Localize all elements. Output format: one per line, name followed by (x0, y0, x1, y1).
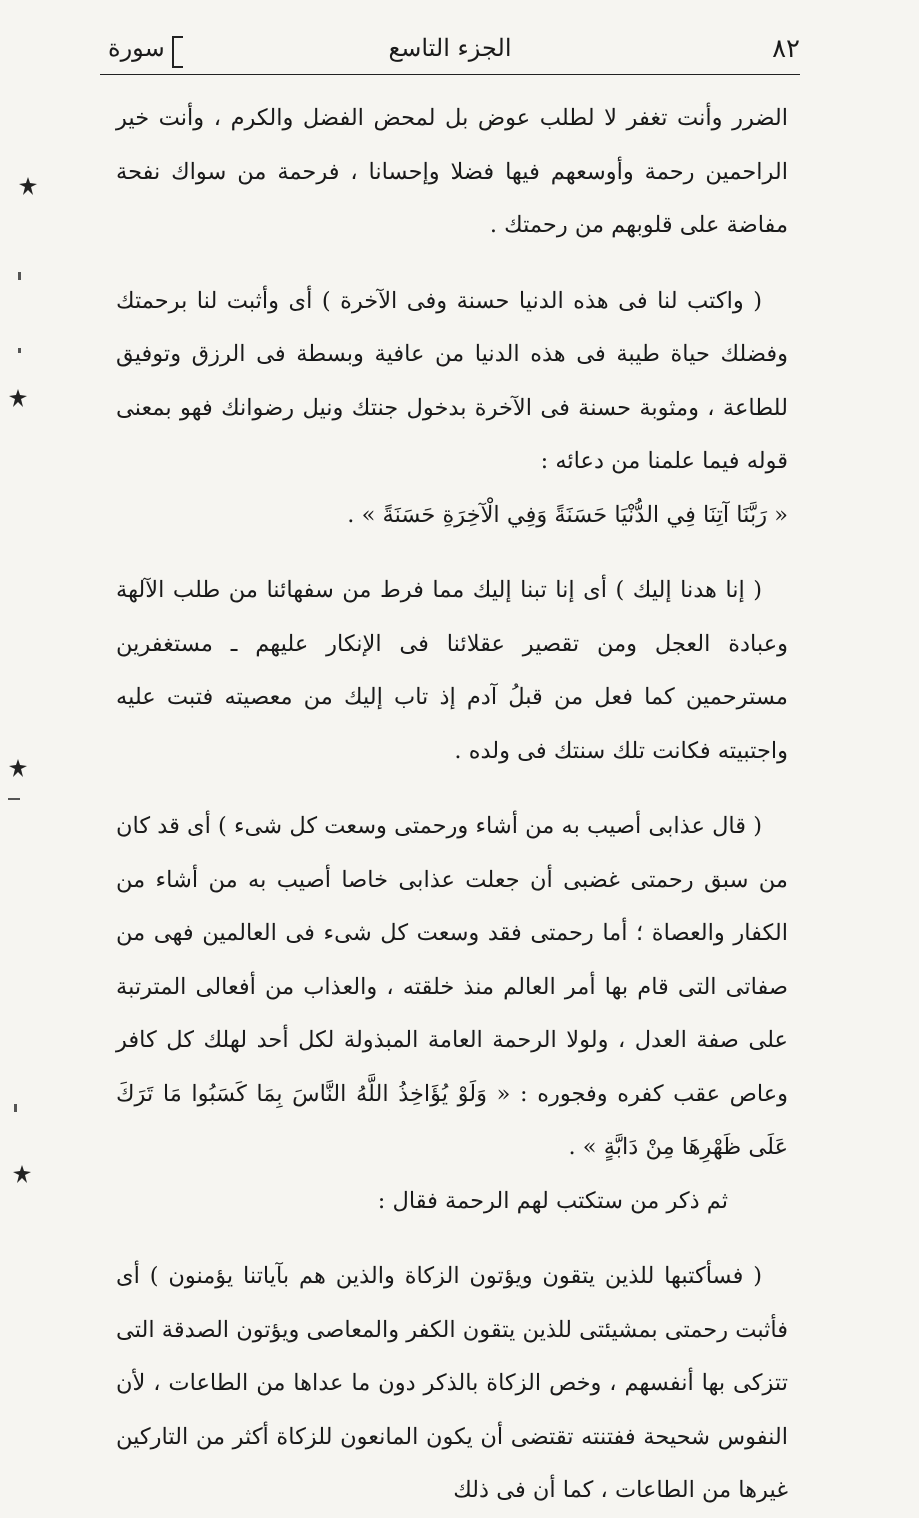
margin-tick (8, 798, 20, 800)
ink-blot-icon (18, 176, 38, 196)
transition-line: ثم ذكر من ستكتب لهم الرحمة فقال : (377, 1187, 728, 1214)
paragraph-verse-commentary: ( فسأكتبها للذين يتقون ويؤتون الزكاة والذين هم بآياتنا يؤمنون ) أى فأثبت رحمتى بمشيئتى للذين يتقون الكفر والمعاصى ويؤتون الصدقة التى تتزكى بها أنفسهم ، وخص الزكاة بالذكر دون ما عداها من الطاعات ، لأن النفوس شحيحة ففتنته تقتضى أن يكون المانعون للزكاة أكثر من التاركين غيرها من الطاعات ، كما أن فى ذلك (116, 1263, 788, 1503)
paragraph-verse-commentary: ( قال عذابى أصيب به من أشاء ورحمتى وسعت كل شىء ) أى قد كان من سبق رحمتى غضبى أن جعلت عذابى خاصا أصيب به من أشاء من الكفار والعصاة ؛ أما رحمتى فقد وسعت كل شىء فى العالمين فهى من صفاتى التى قام بها أمر العالم منذ خلقته ، والعذاب من أفعالى المترتبة على صفة العدل ، ولولا الرحمة العامة المبذولة لكل أحد لهلك كل كافر وعاص عقب كفره وفجوره : « وَلَوْ يُؤَاخِذُ اللَّهُ النَّاسَ بِمَا كَسَبُوا مَا تَرَكَ عَلَى ظَهْرِهَا مِنْ دَابَّةٍ » . (116, 813, 788, 1160)
margin-tick (14, 1104, 17, 1112)
paragraph-verse-commentary: ( إنا هدنا إليك ) أى إنا تبنا إليك مما فرط من سفهائنا من طلب الآلهة وعبادة العجل ومن تقصير عقلائنا فى الإنكار عليهم ـ مستغفرين مسترحمين كما فعل من قبلُ آدم إذ تاب إليك من معصيته فتبت عليه واجتبيته فكانت تلك سنتك فى ولده . (116, 577, 788, 764)
surah-label: سورة (108, 34, 183, 62)
paragraph-verse-commentary: ( واكتب لنا فى هذه الدنيا حسنة وفى الآخرة ) أى وأثبت لنا برحمتك وفضلك حياة طيبة فى هذه الدنيا من عافية وبسطة فى الرزق وتوفيق للطاعة ، ومثوبة حسنة فى الآخرة بدخول جنتك ونيل رضوانك فهو بمعنى قوله فيما علمنا من دعائه : (116, 287, 788, 474)
ink-blot-icon (8, 758, 28, 778)
page-number: ٨٢ (772, 34, 800, 64)
header-rule (100, 74, 800, 75)
ink-blot-icon (12, 1164, 32, 1184)
margin-tick (18, 348, 21, 353)
page-header (100, 26, 800, 70)
page-body (116, 92, 788, 1518)
paragraph-continuation: الضرر وأنت تغفر لا لطلب عوض بل لمحض الفضل والكرم ، وأنت خير الراحمين رحمة وأوسعهم فيها فضلا وإحسانا ، فرحمة من سواك نفحة مفاضة على قلوبهم من رحمتك . (116, 105, 788, 238)
running-title: الجزء التاسع (388, 34, 512, 62)
ink-blot-icon (8, 388, 28, 408)
margin-tick (18, 272, 21, 280)
quoted-verse: « رَبَّنَا آتِنَا فِي الدُّنْيَا حَسَنَةً وَفِي الْآخِرَةِ حَسَنَةً » . (347, 501, 788, 528)
